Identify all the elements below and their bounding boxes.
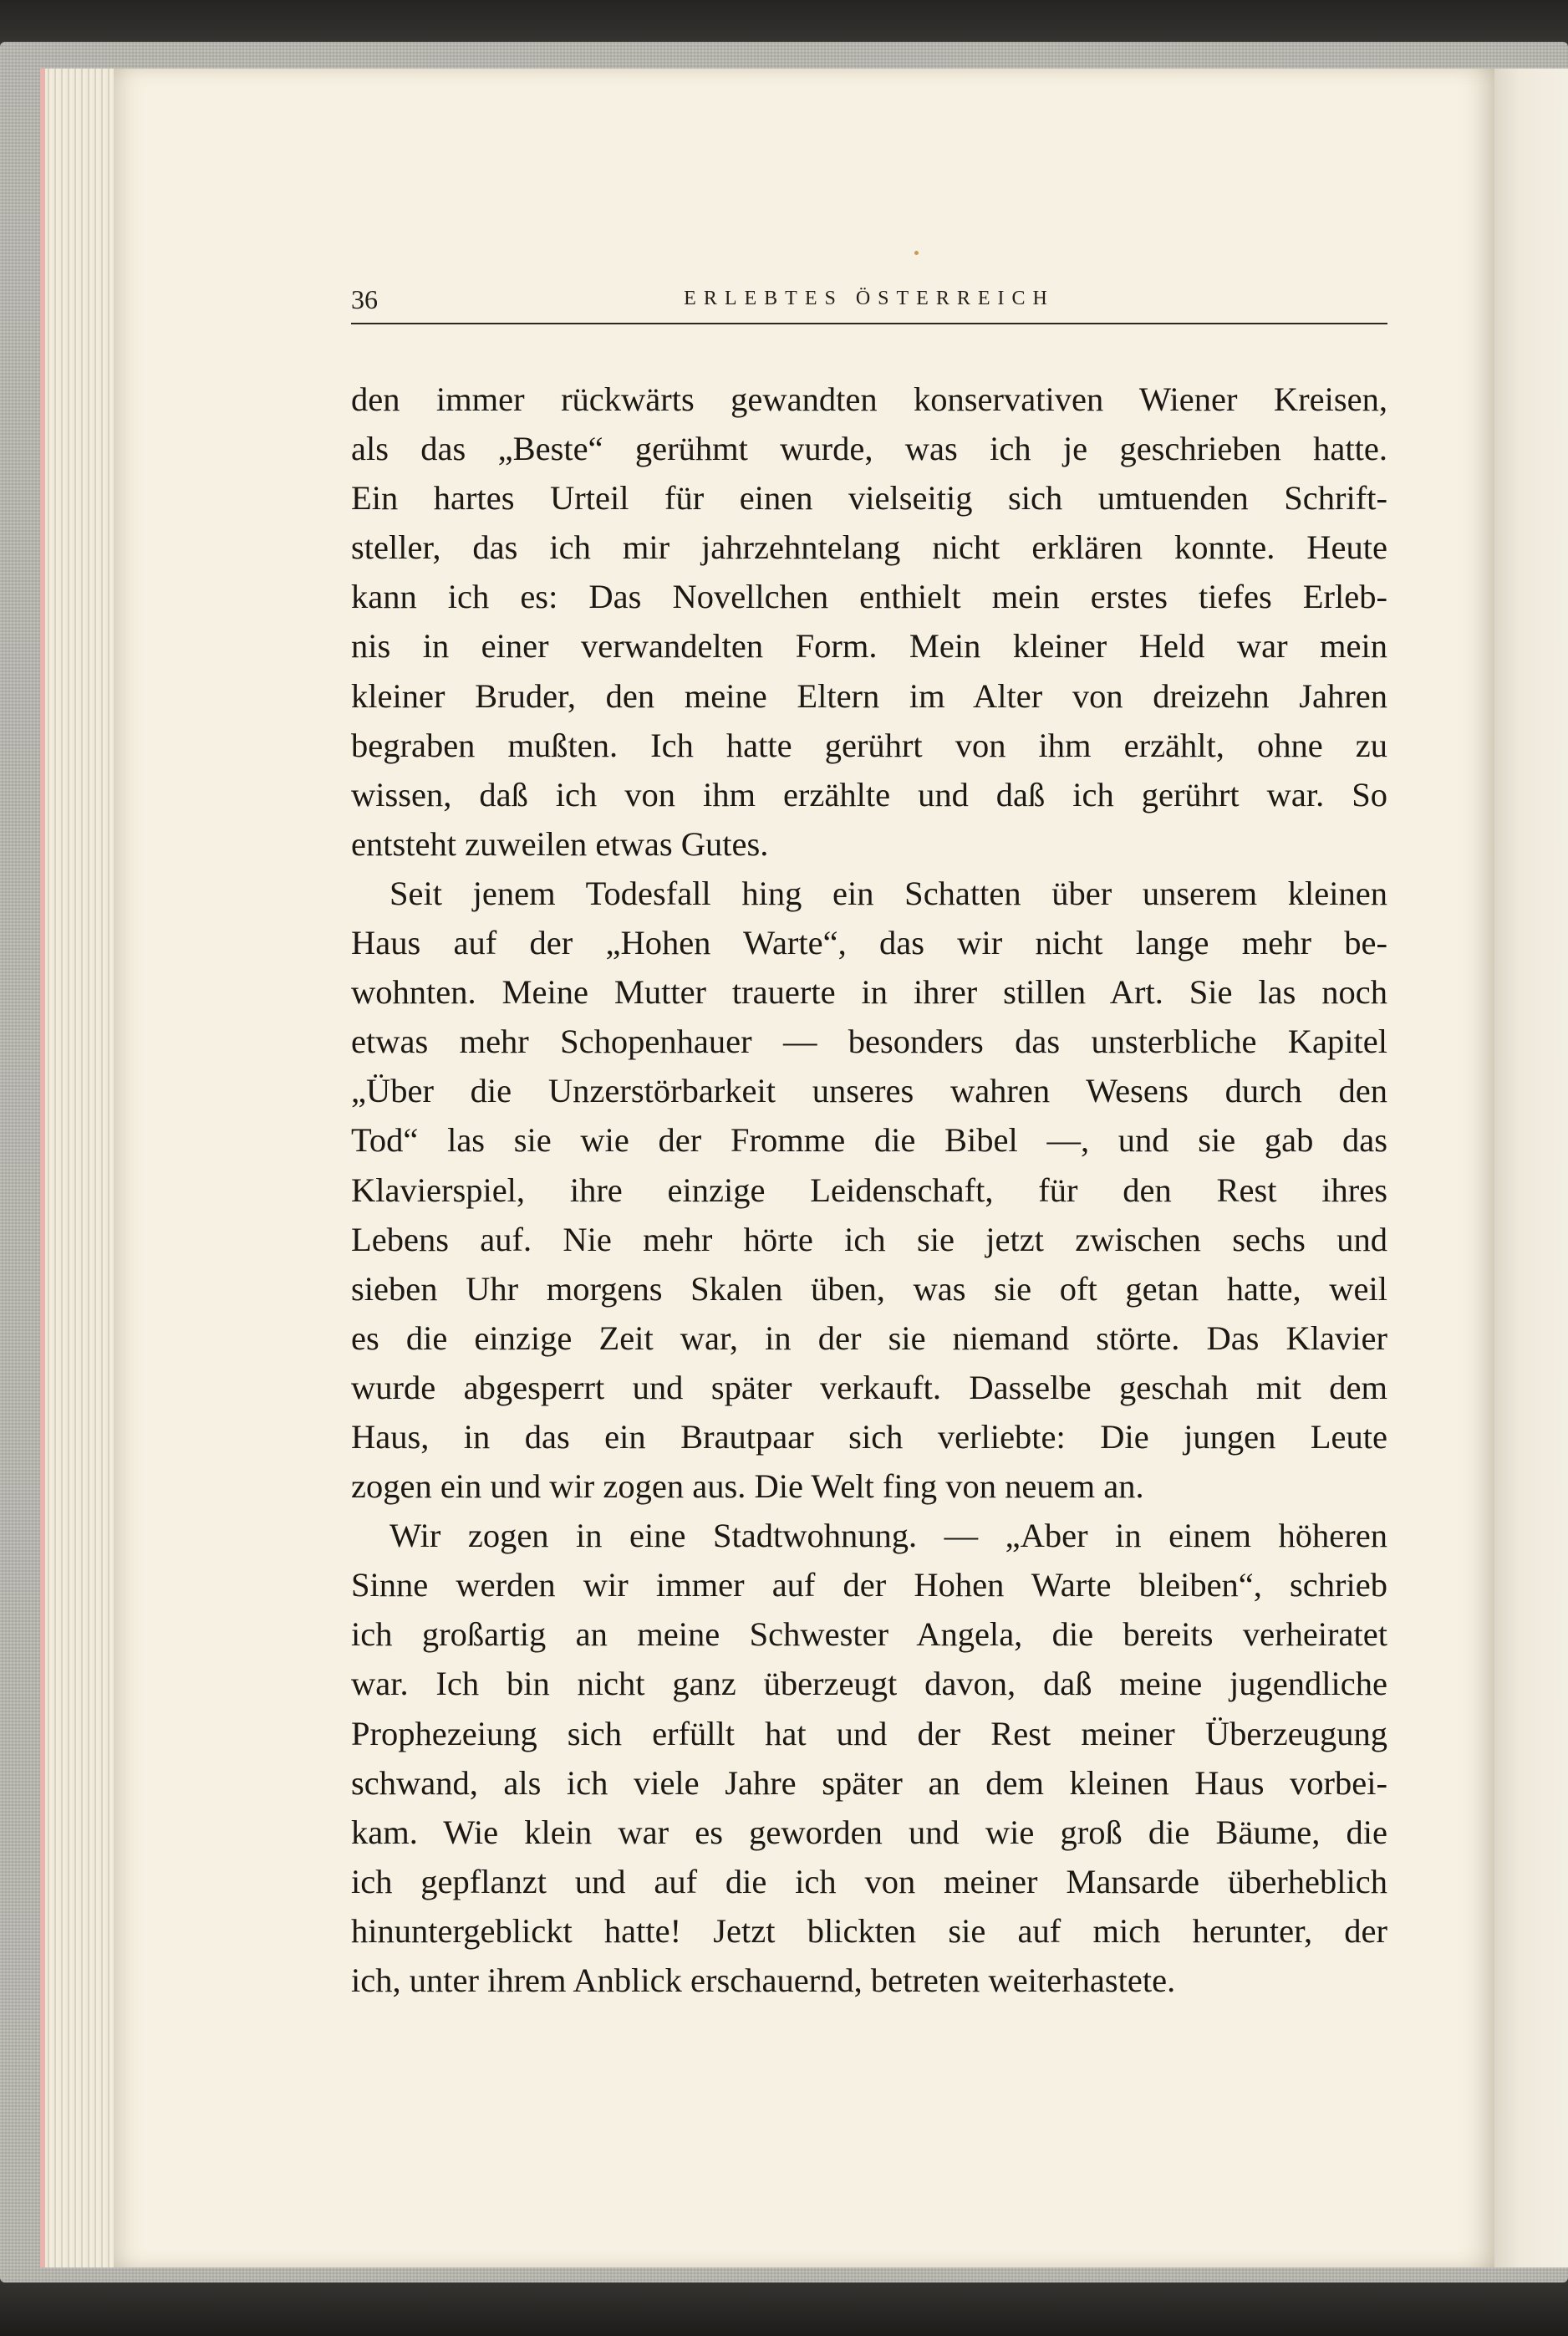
text-line: kann ich es: Das Novellchen enthielt mein erstes tiefes Erleb- [351, 578, 1387, 616]
text-line: „Über die Unzerstörbarkeit unseres wahren Wesens durch den [351, 1072, 1387, 1110]
text-line: etwas mehr Schopenhauer — besonders das unsterbliche Kapitel [351, 1023, 1387, 1061]
text-line: Tod“ las sie wie der Fromme die Bibel —, und sie gab das [351, 1121, 1387, 1160]
text-line: Lebens auf. Nie mehr hörte ich sie jetzt zwischen sechs und [351, 1220, 1387, 1258]
text-line: ich großartig an meine Schwester Angela, die bereits verheiratet [351, 1615, 1387, 1654]
paragraph [351, 1511, 1387, 2005]
text-line: ich gepflanzt und auf die ich von meiner Mansarde überheblich [351, 1862, 1387, 1900]
text-line: Klavierspiel, ihre einzige Leidenschaft, für den Rest ihres [351, 1171, 1387, 1209]
ink-speck [914, 251, 919, 255]
text-line: kleiner Bruder, den meine Eltern im Alter von dreizehn Jahren [351, 676, 1387, 715]
text-line: Ein hartes Urteil für einen vielseitig sich umtuenden Schrift- [351, 479, 1387, 518]
text-line: kam. Wie klein war es geworden und wie groß die Bäume, die [351, 1813, 1387, 1851]
text-line: nis in einer verwandelten Form. Mein kleiner Held war mein [351, 627, 1387, 666]
text-line: schwand, als ich viele Jahre später an dem kleinen Haus vorbei- [351, 1763, 1387, 1802]
page-edges-stack [40, 69, 125, 2267]
body-text [351, 375, 1387, 2005]
running-head [351, 284, 1387, 324]
text-line: Sinne werden wir immer auf der Hohen Warte bleiben“, schrieb [351, 1566, 1387, 1604]
paragraph [351, 869, 1387, 1511]
page-number: 36 [351, 284, 378, 314]
text-line: es die einzige Zeit war, in der sie niemand störte. Das Klavier [351, 1318, 1387, 1357]
text-line: war. Ich bin nicht ganz überzeugt davon, daß meine jugendliche [351, 1665, 1387, 1703]
text-line: wurde abgesperrt und später verkauft. Dasselbe geschah mit dem [351, 1368, 1387, 1406]
text-line: Seit jenem Todesfall hing ein Schatten über unserem kleinen [389, 874, 1387, 912]
text-line: ich, unter ihrem Anblick erschauernd, betreten weiterhastete. [351, 1961, 1176, 1999]
text-line: begraben mußten. Ich hatte gerührt von ihm erzählt, ohne zu [351, 726, 1387, 764]
text-line: zogen ein und wir zogen aus. Die Welt fing von neuem an. [351, 1467, 1144, 1506]
underlying-page-edge [1488, 69, 1568, 2267]
text-line: als das „Beste“ gerühmt wurde, was ich je geschrieben hatte. [351, 430, 1387, 468]
text-line: wissen, daß ich von ihm erzählte und daß ich gerührt war. So [351, 775, 1387, 814]
text-line: hinuntergeblickt hatte! Jetzt blickten sie auf mich herunter, der [351, 1911, 1387, 1950]
paragraph [351, 375, 1387, 869]
book-title: ERLEBTES ÖSTERREICH [684, 288, 1055, 309]
text-line: steller, das ich mir jahrzehntelang nicht erklären konnte. Heute [351, 528, 1387, 567]
text-line: Haus auf der „Hohen Warte“, das wir nicht lange mehr be- [351, 924, 1387, 962]
text-line: wohnten. Meine Mutter trauerte in ihrer stillen Art. Sie las noch [351, 973, 1387, 1012]
text-line: Haus, in das ein Brautpaar sich verliebte: Die jungen Leute [351, 1417, 1387, 1456]
text-line: Wir zogen in eine Stadtwohnung. — „Aber in einem höheren [389, 1517, 1387, 1555]
text-line: Prophezeiung sich erfüllt hat und der Rest meiner Überzeugung [351, 1714, 1387, 1752]
text-line: den immer rückwärts gewandten konservativen Wiener Kreisen, [351, 380, 1387, 418]
text-line: entsteht zuweilen etwas Gutes. [351, 824, 769, 863]
text-line: sieben Uhr morgens Skalen üben, was sie oft getan hatte, weil [351, 1269, 1387, 1308]
